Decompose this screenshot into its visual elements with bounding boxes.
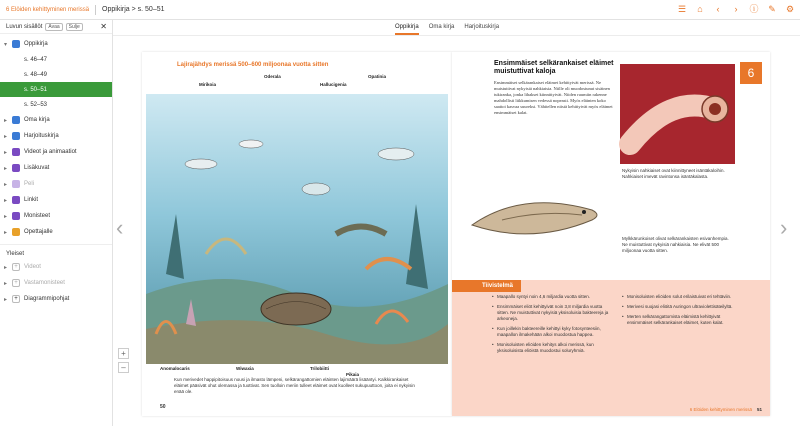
section-title: Ensimmäiset selkärankaiset eläimet muistuttivat kaloja <box>494 60 614 75</box>
sidebar-item-harjoituskirja[interactable] <box>0 128 112 144</box>
chevron-right-icon[interactable]: ▸ <box>4 264 8 271</box>
tab-oppikirja[interactable]: Oppikirja <box>395 22 419 35</box>
book-icon <box>12 40 20 48</box>
chevron-right-icon[interactable]: ▸ <box>4 213 8 220</box>
tabs-divider <box>113 35 800 36</box>
sidebar-header <box>0 20 112 34</box>
chevron-right-icon[interactable]: ▸ <box>4 165 8 172</box>
species-label: Mirikoia <box>199 82 217 87</box>
forward-icon[interactable]: › <box>734 4 738 14</box>
next-page-icon[interactable]: › <box>780 215 788 240</box>
chevron-right-icon[interactable]: ▸ <box>4 229 8 236</box>
sidebar-general-item <box>0 259 112 275</box>
sidebar-subitem-page[interactable] <box>0 52 112 67</box>
sidebar-title: Luvun sisällöt <box>6 23 43 30</box>
zoom-out-button[interactable]: – <box>118 362 129 373</box>
illustration-caption: Mylkkärunkoiset olivat selkärankaisten esivanhempia. Ne muistuttivat nykyisiä nahkiaisia. Ne elivät 500 miljoonaa vuotta sitten. <box>622 236 729 253</box>
collapse-all-button[interactable]: Sulje <box>66 23 83 31</box>
section-body: Ensimmäiset selkärankaiset eläimet kehittyivät merissä. Ne muistuttivat nykyisiä nahkiaisia. Niille oli muodostunut sisäinen tukiranka, jonka lihakset kiinnittyivät. Niiden ruumiin rakenne mahdollisti liikkumisen vedessä nopeasti. Myös eläinten koko saattoi kasvaa suureksi. Vähitellen niistä kehittyivät myös eläimet ensimmäiset kalat. <box>494 80 613 115</box>
sidebar-item-label: Linkit <box>24 197 39 203</box>
lamprey-photo <box>620 64 735 164</box>
home-icon[interactable]: ⌂ <box>697 4 703 14</box>
summary-point: • Maapallo syntyi noin 4,6 miljardia vuotta sitten. <box>492 294 612 300</box>
section-icon <box>12 164 20 172</box>
plus-icon: + <box>12 263 20 271</box>
sidebar-subitem-page[interactable] <box>0 97 112 112</box>
footer-chapter: 6 Elöiden kehittyminen merissä <box>689 407 752 412</box>
sidebar-general-item[interactable] <box>0 291 112 307</box>
page-footer <box>690 407 762 412</box>
species-label: Trilobiitti <box>310 366 329 371</box>
page-number: 50 <box>160 404 166 410</box>
section-icon <box>12 228 20 236</box>
breadcrumb[interactable]: Oppikirja > s. 50–51 <box>102 6 165 13</box>
chapter-badge: 6 <box>740 62 762 84</box>
chevron-right-icon[interactable]: ▸ <box>4 133 8 140</box>
sidebar-item-opettajalle[interactable] <box>0 224 112 240</box>
summary-point: • Monisoluisten eliöiden solut erilaistuivat eri tehtäviin. <box>622 294 742 300</box>
sidebar-subitem-label: s. 46–47 <box>24 56 48 63</box>
sidebar-item-label: Diagrammipohjat <box>24 296 70 302</box>
list-icon[interactable]: ☰ <box>677 4 687 14</box>
info-icon[interactable]: ⓘ <box>749 4 759 14</box>
summary-column-left <box>492 294 612 358</box>
sidebar-section-title: Yleiset <box>0 244 112 259</box>
chevron-right-icon[interactable]: ▸ <box>4 197 8 204</box>
chevron-right-icon[interactable]: ▸ <box>4 280 8 287</box>
view-tabs <box>395 22 499 35</box>
page-left <box>142 52 452 416</box>
sidebar-item-label: Opettajalle <box>24 229 53 235</box>
sidebar-item-linkit[interactable] <box>0 192 112 208</box>
summary-point: • Merten selkärangattomista eläimistä kehittyivät ensimmäiset selkärankaiset eläimet, kuten kalat. <box>622 314 742 326</box>
sidebar-item-peli <box>0 176 112 192</box>
chevron-right-icon[interactable]: ▸ <box>4 117 8 124</box>
section-icon <box>12 180 20 188</box>
sidebar-item-label: Oppikirja <box>24 41 48 47</box>
sidebar-subitem-label: s. 50–51 <box>24 86 48 93</box>
tab-oma-kirja[interactable]: Oma kirja <box>428 24 455 30</box>
page-heading: Lajirajähdys merissä 500–600 miljoonaa vuotta sitten <box>177 62 329 68</box>
underwater-illustration <box>146 74 448 420</box>
plus-icon: + <box>12 279 20 287</box>
chevron-right-icon[interactable]: ▸ <box>4 181 8 188</box>
sidebar-item-label: Monisteet <box>24 213 51 219</box>
zoom-in-button[interactable]: + <box>118 348 129 359</box>
summary-point: • Monisoluisten eliöiden kehitys alkoi merissä, kun yksisoluisista eliöistä muodostui soluryhmiä. <box>492 342 612 354</box>
species-label: Oderala <box>264 74 281 79</box>
sidebar-item-videot-ja-animaatiot[interactable] <box>0 144 112 160</box>
fish-illustration <box>462 170 612 265</box>
chevron-right-icon[interactable]: ▸ <box>4 296 8 303</box>
summary-column-right <box>622 294 742 330</box>
sidebar-item-label: Vastamonisteet <box>24 280 65 286</box>
page-number: 51 <box>756 407 762 412</box>
sidebar-item-label: Videot <box>24 264 41 270</box>
toolbar <box>676 3 796 15</box>
summary-point: • Ensimmäiset eliöt kehittyivät noin 3,8 miljardia vuotta sitten. Ne muistuttivat nykyisiä yksisoluisia bakteereja ja arkeoneja. <box>492 304 612 322</box>
top-bar <box>0 0 800 20</box>
sidebar-item-label: Lisäkuvat <box>24 165 50 171</box>
summary-box <box>452 280 770 416</box>
photo-caption: Nykyisin nahkiaiset ovat kiinnittyneet isäntäkaloihin. Nahkiaiset imevät ravintonsa isäntäkalasta. <box>622 168 725 179</box>
sidebar-subitem-label: s. 52–53 <box>24 101 48 108</box>
section-icon <box>12 148 20 156</box>
edit-icon[interactable]: ✎ <box>768 4 776 14</box>
summary-point: • Kun joillekin bakteereille kehittyi kyky fotosynteesiin, maapallon ilmakehään alkoi muodostua happea. <box>492 326 612 338</box>
sidebar-item-oma-kirja[interactable] <box>0 112 112 128</box>
sidebar-general-item <box>0 275 112 291</box>
sidebar-subitem-label: s. 48–49 <box>24 71 48 78</box>
section-icon <box>12 132 20 140</box>
back-icon[interactable]: ‹ <box>716 4 720 14</box>
species-label: Opatinia <box>368 74 387 79</box>
chevron-down-icon[interactable]: ▾ <box>4 41 8 48</box>
sidebar-item-oppikirja[interactable] <box>0 36 112 52</box>
species-label: Wiwaxia <box>236 366 254 371</box>
species-label: Hallucigenia <box>320 82 347 87</box>
species-label: Pikaia <box>346 372 360 377</box>
sidebar-item-lisäkuvat[interactable] <box>0 160 112 176</box>
species-label: Anomalocaris <box>160 366 190 371</box>
sidebar-item-monisteet[interactable] <box>0 208 112 224</box>
plus-icon: + <box>12 295 20 303</box>
summary-point: • Merivesi suojasi eliöitä Auringon ultraviolettisäteilyltä. <box>622 304 742 310</box>
sidebar-item-label: Harjoituskirja <box>24 133 59 139</box>
close-icon[interactable]: ✕ <box>100 22 107 31</box>
section-icon <box>12 196 20 204</box>
sidebar-item-label: Oma kirja <box>24 117 50 123</box>
page-right <box>452 52 770 416</box>
sidebar-item-label: Peli <box>24 181 35 187</box>
settings-icon[interactable]: ⚙ <box>785 4 795 14</box>
divider <box>95 5 96 15</box>
section-icon <box>12 116 20 124</box>
sidebar-subitem-page-active[interactable] <box>0 82 112 97</box>
sidebar-subitem-page[interactable] <box>0 67 112 82</box>
tab-harjoituskirja[interactable]: Harjoituskirja <box>464 24 500 30</box>
book-title[interactable]: 6 Elöiden kehittyminen merissä <box>6 6 90 13</box>
chevron-right-icon[interactable]: ▸ <box>4 149 8 156</box>
illustration-caption: Kun merivedet happipitoisuus nousi ja ilmasto lämpeni, selkärangattomien eläinten lajimäärä lisääntyi. Kalkkirankaiset eläimet pääsivät ohut olemassa ja tuottivat. Sen tuolloin meriin tulleet eläimet ovat kuolleet sukupuuttoon, joita ei nykyisin enää ole. <box>174 377 415 394</box>
sidebar-item-label: Videot ja animaatiot <box>24 149 77 155</box>
expand-all-button[interactable]: Avaa <box>45 23 62 31</box>
sidebar <box>0 20 113 426</box>
prev-page-icon[interactable]: ‹ <box>116 215 124 240</box>
section-icon <box>12 212 20 220</box>
summary-title: Tiivistelmä <box>452 280 521 292</box>
